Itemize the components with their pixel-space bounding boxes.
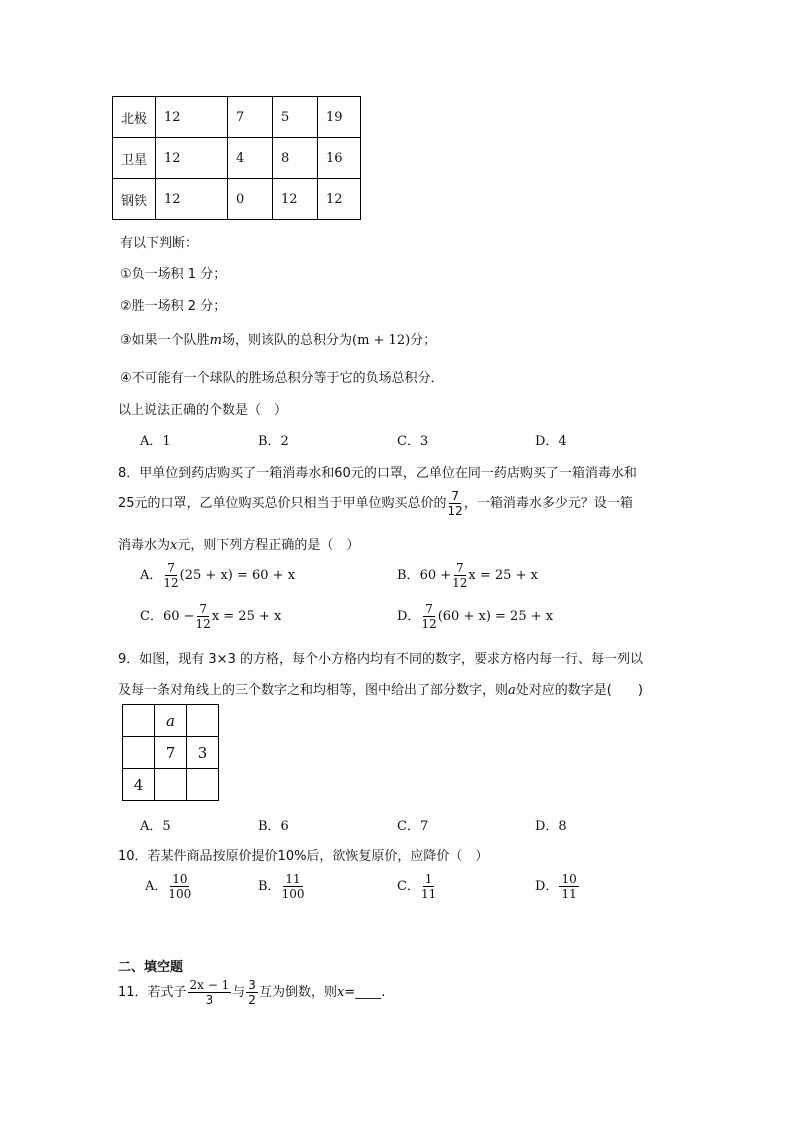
q7-option-a[interactable]: A．1 <box>140 434 171 449</box>
q10-option-b[interactable] <box>258 873 305 900</box>
q9-line-2 <box>118 679 643 698</box>
q8-optD-rest: (60 + x) = 25 + x <box>437 609 554 624</box>
table-row <box>113 97 361 138</box>
q10-C-label: C． <box>397 879 420 894</box>
grid-row <box>123 769 219 801</box>
frac-num: 7 <box>167 561 175 575</box>
q10-A-frac <box>168 873 191 900</box>
q8-option-c[interactable] <box>140 603 281 630</box>
q8-option-b[interactable] <box>397 562 538 589</box>
q9-option-b[interactable]: B．6 <box>258 819 289 834</box>
q11-mid: 与 <box>232 985 246 1000</box>
q8-frac-den: 12 <box>447 504 463 518</box>
frac-den: 12 <box>195 617 211 631</box>
magic-square-grid <box>122 704 219 801</box>
q8-line3-var: x <box>170 538 178 553</box>
grid-cell <box>123 705 155 737</box>
q11-var: x <box>336 985 345 1000</box>
q7-judgment-3 <box>120 329 436 348</box>
q9-line-1: 9．如图，现有 3×3 的方格，每个小方格内均有不同的数字，要求方格内每一行、每一列以 <box>118 652 643 667</box>
grid-cell: a <box>155 705 187 737</box>
frac-num: 7 <box>425 602 433 616</box>
q8-frac-num: 7 <box>451 489 459 503</box>
q7-j3-var: m <box>209 333 222 348</box>
q7-option-d[interactable]: D．4 <box>535 434 567 449</box>
grid-cell <box>155 769 187 801</box>
q8-optB-rest: x = 25 + x <box>468 568 538 583</box>
grid-cell <box>187 769 219 801</box>
table-row <box>113 179 361 220</box>
played-cell: 12 <box>156 179 228 220</box>
q8-line-2 <box>118 490 633 517</box>
q11-frac-2 <box>246 979 258 1006</box>
grid-cell: 4 <box>123 769 155 801</box>
team-cell: 卫星 <box>113 138 156 179</box>
q8-optB-pre: 60 + <box>419 568 452 583</box>
frac-den: 11 <box>561 887 577 901</box>
won-cell: 0 <box>228 179 273 220</box>
q9-line2-post: 处对应的数字是( ) <box>515 683 643 698</box>
q11-frac-1 <box>188 979 232 1006</box>
frac-num: 2x − 1 <box>189 978 230 992</box>
q11-line <box>118 979 385 1006</box>
points-cell: 19 <box>318 97 361 138</box>
lost-cell: 12 <box>273 179 318 220</box>
table-row <box>113 138 361 179</box>
q9-line2-var: a <box>508 683 516 698</box>
q10-C-frac <box>421 873 436 900</box>
played-cell: 12 <box>156 97 228 138</box>
frac-den: 100 <box>281 887 305 901</box>
q8-optB-label: B． <box>397 568 420 583</box>
q9-option-a[interactable]: A．5 <box>140 819 171 834</box>
frac-num: 7 <box>455 561 464 575</box>
frac-den: 3 <box>205 993 214 1007</box>
won-cell: 4 <box>228 138 273 179</box>
q7-intro: 有以下判断： <box>120 236 199 251</box>
q8-optC-label: C． <box>140 609 163 624</box>
q8-line-3 <box>118 534 359 553</box>
team-cell: 钢铁 <box>113 179 156 220</box>
points-cell: 16 <box>318 138 361 179</box>
q9-option-c[interactable]: C．7 <box>397 819 429 834</box>
q8-optC-rest: x = 25 + x <box>211 609 282 624</box>
frac-den: 12 <box>421 617 437 631</box>
frac-num: 11 <box>285 872 301 886</box>
q8-optB-frac <box>452 562 467 589</box>
grid-cell: 7 <box>155 737 187 769</box>
q10-A-label: A． <box>145 879 168 894</box>
q8-line2-pre: 25元的口罩，乙单位购买总价只相当于甲单位购买总价的 <box>118 496 447 511</box>
q7-option-b[interactable]: B．2 <box>258 434 289 449</box>
lost-cell: 5 <box>273 97 318 138</box>
q7-j3-pre: ③如果一个队胜 <box>120 333 210 348</box>
section-title: 二、填空题 <box>118 960 184 975</box>
q11-post-pre: 互为倒数，则 <box>258 985 337 1000</box>
grid-cell <box>187 705 219 737</box>
q8-line-1: 8．甲单位到药店购买了一箱消毒水和60元的口罩，乙单位在同一药店购买了一箱消毒水和 <box>118 466 637 481</box>
q8-optC-pre: 60 − <box>162 609 195 624</box>
grid-cell: 3 <box>187 737 219 769</box>
q7-judgment-4: ④不可能有一个球队的胜场总积分等于它的负场总积分． <box>120 371 444 386</box>
q10-option-a[interactable] <box>145 873 192 900</box>
played-cell: 12 <box>156 138 228 179</box>
lost-cell: 8 <box>273 138 318 179</box>
q9-option-d[interactable]: D．8 <box>535 819 567 834</box>
frac-den: 100 <box>168 887 192 901</box>
frac-den: 11 <box>420 887 437 901</box>
frac-num: 7 <box>199 602 207 616</box>
frac-num: 10 <box>561 872 577 886</box>
q7-j3-mid: 场，则该队的总积分为 <box>221 333 352 348</box>
q7-j3-expr: (m + 12) <box>352 333 411 348</box>
q8-optC-frac <box>196 603 211 630</box>
q8-optA-frac <box>163 562 178 589</box>
q8-fraction <box>448 490 463 517</box>
q10-text: 10．若某件商品按原价提价10%后，欲恢复原价，应降价（ ） <box>118 849 489 864</box>
q8-line2-post: ，一箱消毒水多少元？设一箱 <box>463 496 633 511</box>
q10-D-frac <box>559 873 578 900</box>
q8-optD-frac <box>421 603 436 630</box>
q8-optD-label: D． <box>397 609 421 624</box>
frac-den: 2 <box>248 993 256 1007</box>
q8-optA-rest: (25 + x) = 60 + x <box>179 568 296 583</box>
frac-num: 3 <box>248 978 256 992</box>
q7-judgment-1: ①负一场积 1 分； <box>120 267 227 282</box>
score-table <box>112 96 361 220</box>
q8-optA-label: A． <box>140 568 163 583</box>
frac-num: 1 <box>424 872 433 886</box>
q10-B-label: B． <box>258 879 281 894</box>
q10-option-d[interactable] <box>535 873 580 900</box>
q10-B-frac <box>282 873 305 900</box>
frac-den: 12 <box>452 576 468 590</box>
q7-j3-post: 分； <box>410 333 437 348</box>
q10-option-c[interactable] <box>397 873 437 900</box>
team-cell: 北极 <box>113 97 156 138</box>
q7-prompt: 以上说法正确的个数是（ ） <box>118 403 288 418</box>
q8-option-a[interactable] <box>140 562 295 589</box>
won-cell: 7 <box>228 97 273 138</box>
grid-cell <box>123 737 155 769</box>
q11-post[interactable]: =____. <box>344 985 386 1000</box>
q7-option-c[interactable]: C．3 <box>397 434 429 449</box>
q11-pre: 11．若式子 <box>118 985 187 1000</box>
q9-line2-pre: 及每一条对角线上的三个数字之和均相等，图中给出了部分数字，则 <box>118 683 509 698</box>
grid-row <box>123 705 219 737</box>
q7-judgment-2: ②胜一场积 2 分； <box>120 299 227 314</box>
q8-option-d[interactable] <box>397 603 553 630</box>
q8-line3-post: 元，则下列方程正确的是（ ） <box>177 538 360 553</box>
q10-D-label: D． <box>535 879 559 894</box>
q8-line3-pre: 消毒水为 <box>118 538 171 553</box>
grid-row <box>123 737 219 769</box>
points-cell: 12 <box>318 179 361 220</box>
frac-num: 10 <box>172 872 188 886</box>
frac-den: 12 <box>163 576 179 590</box>
